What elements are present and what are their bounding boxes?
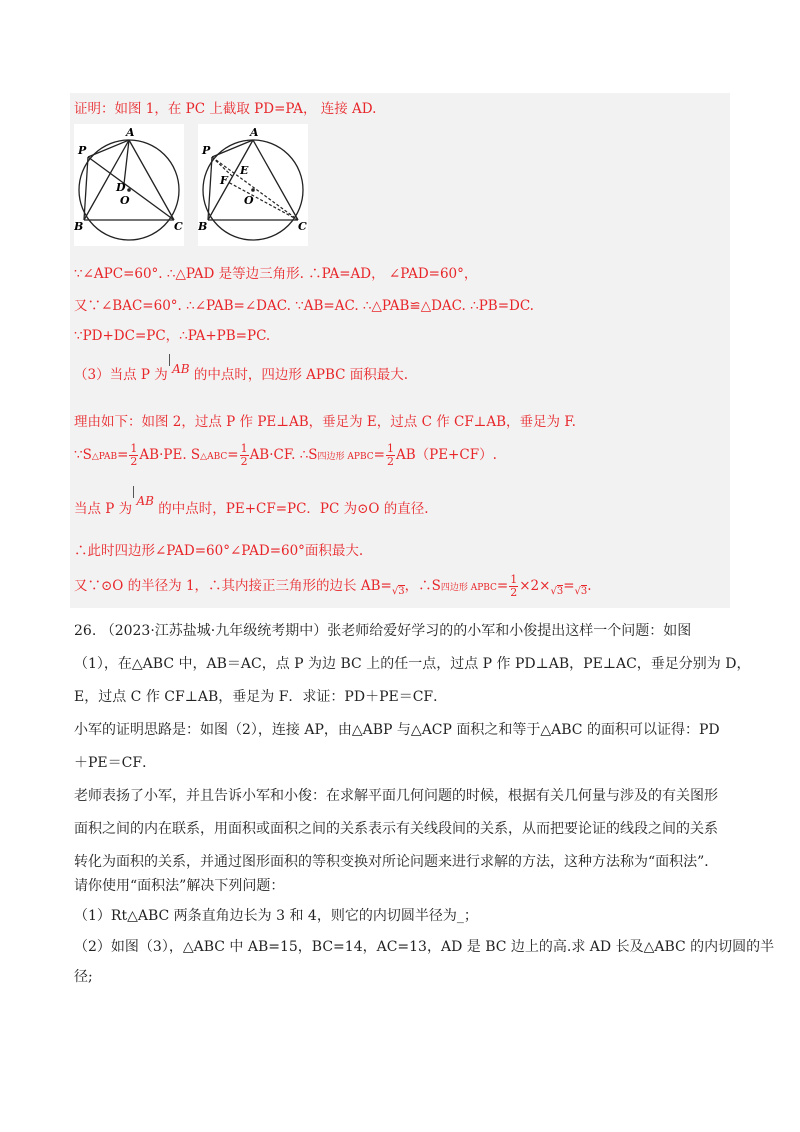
problem-line-6: 老师表扬了小军，并且告诉小军和小俊：在求解平面几何问题的时候，根据有关几何量与涉及的有关图形 [74,788,718,804]
figure-2 [198,124,308,246]
fig2-label-p: P [202,144,211,157]
half-fraction-1: $\frac{1}{2}$ [130,442,138,468]
sub-abc: △ABC [200,452,228,462]
period: . [587,578,592,594]
sub-pab: △PAB [91,452,118,462]
solution-line-5 [74,362,409,384]
fig2-label-b: B [198,220,208,233]
fig2-label-o: O [244,194,254,207]
problem-line-7: 面积之间的内在联系，用面积或面积之间的关系表示有关线段间的关系，从而把要论证的线段之间的关系 [74,821,718,837]
therefore-s: ，∴S [404,578,441,594]
term-1: AB·PE. S [139,447,201,463]
fig1-label-p: P [78,144,87,157]
problem-line-2: （1），在△ABC 中，AB＝AC，点 P 为边 BC 上的任一点，过点 P 作 PD⊥AB，PE⊥AC，垂足分别为 D， [74,656,751,672]
eq-3: = [373,447,385,463]
solution-line-3: 又∵∠BAC=60°. ∴∠PAB=∠DAC. ∵AB=AC. ∴△PAB≌△DAC. ∴PB=DC. [74,298,534,314]
problem-line-9: 请你使用“面积法”解决下列问题： [74,878,285,894]
problem-line-8: 转化为面积的关系，并通过图形面积的等积变换对所论问题来进行求解的方法，这种方法称为“面积法”． [74,854,719,870]
fig1-label-c: C [174,220,183,233]
fig1-label-d: D [116,181,126,194]
solution-line-7 [74,441,497,471]
problem-line-12: 径; [74,969,93,985]
half-fraction-4: $\frac{1}{2}$ [510,573,518,599]
problem-line-10: （1）Rt△ABC 两条直角边长为 3 和 4，则它的内切圆半径为_； [74,908,478,924]
fig1-label-o: O [120,194,130,207]
half-fraction-2: $\frac{1}{2}$ [240,442,248,468]
eq-2: = [227,447,239,463]
eq-1: = [117,447,129,463]
sqrt3-2: √3 [550,586,564,597]
radius-text: 又∵⊙O 的半径为 1，∴其内接正三角形的边长 AB= [74,578,392,594]
problem-line-11: （2）如图（3），△ABC 中 AB=15，BC=14，AC=13，AD 是 BC 边上的高.求 AD 长及△ABC 的内切圆的半 [74,939,775,955]
figure-1 [74,124,184,246]
since-s: ∵S [74,447,92,463]
midpoint-suffix: 的中点时，PE+CF=PC．PC 为⊙O 的直径. [158,501,429,517]
term-2: AB·CF. ∴S [249,447,318,463]
fig2-label-a: A [250,126,259,139]
arc-ab-label-2: AB [136,494,154,508]
problem-line-1: 26. （2023·江苏盐城·九年级统考期中）张老师给爱好学习的的小军和小俊提出这样一个问题：如图 [74,623,692,639]
fig2-label-f: F [220,174,228,187]
solution-line-2: ∵∠APC=60°. ∴△PAD 是等边三角形. ∴PA=AD， ∠PAD=60°， [74,266,478,282]
fig2-label-c: C [298,220,307,233]
eq-4: = [496,578,509,594]
times-2: ×2× [519,578,551,594]
problem-line-5: ＋PE＝CF． [74,755,157,771]
solution-line-9: ∴此时四边形∠PAD=60°∠PAD=60°面积最大. [74,543,364,559]
solution-line-6: 理由如下：如图 2，过点 P 作 PE⊥AB，垂足为 E，过点 C 作 CF⊥AB，垂足为 F. [74,414,576,430]
solution-line-1: 证明：如图 1，在 PC 上截取 PD=PA， 连接 AD. [74,101,377,117]
solution-line-8 [74,494,429,518]
part3-prefix: （3）当点 P 为 [74,367,168,383]
midpoint-prefix: 当点 P 为 [74,501,133,517]
figure-1-diagram [74,124,184,246]
solution-line-10 [74,572,592,606]
problem-line-4: 小军的证明思路是：如图（2），连接 AP，由△ABP 与△ACP 面积之和等于△ABC 的面积可以证得：PD [74,722,720,738]
sqrt3-1: √3 [391,586,405,597]
solution-line-4: ∵PD+DC=PC，∴PA+PB=PC. [74,328,271,344]
problem-line-3: E，过点 C 作 CF⊥AB，垂足为 F．求证：PD＋PE＝CF． [74,689,448,705]
fig2-label-e: E [240,164,249,177]
term-3: AB（PE+CF）. [395,447,497,463]
sub-quad: 四边形 APBC [317,452,374,462]
eq-5: = [563,578,575,594]
figure-2-diagram [198,124,308,246]
fig1-label-b: B [74,220,84,233]
fig1-label-a: A [126,126,135,139]
part3-suffix: 的中点时，四边形 APBC 面积最大. [193,367,409,383]
sqrt3-3: √3 [574,586,588,597]
sub-quad-2: 四边形 APBC [440,583,497,593]
arc-ab-label: AB [172,362,190,376]
half-fraction-3: $\frac{1}{2}$ [386,442,394,468]
